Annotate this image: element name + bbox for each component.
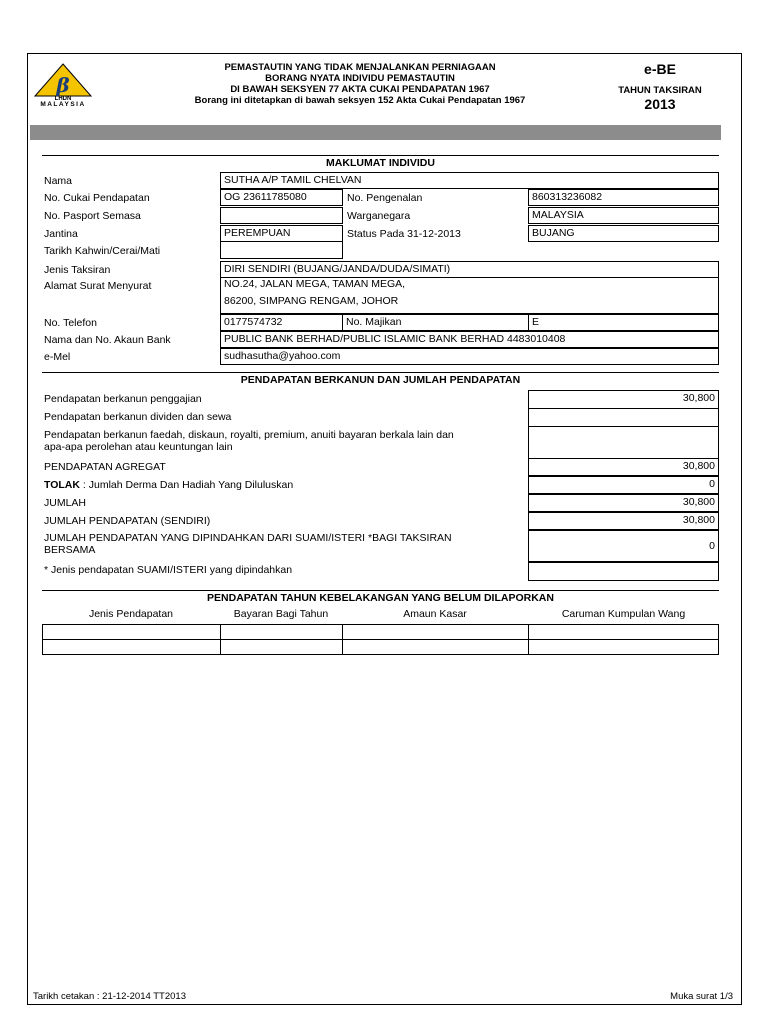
form-code: e-BE <box>644 61 676 77</box>
arrears-cell <box>342 624 529 640</box>
field-emel: sudhasutha@yahoo.com <box>220 348 719 365</box>
label-alamat: Alamat Surat Menyurat <box>44 280 152 292</box>
arrears-cell <box>220 639 343 655</box>
field-alamat-line-2: 86200, SIMPANG RENGAM, JOHOR <box>224 295 399 307</box>
income-row-label-1: Pendapatan berkanun dividen dan sewa <box>44 411 232 423</box>
logo-text-top: LHDN <box>54 96 72 102</box>
arrears-cell <box>42 639 221 655</box>
income-row-label-4 <box>44 479 293 491</box>
field-no-majikan: E <box>528 314 719 331</box>
section-title-arrears: PENDAPATAN TAHUN KEBELAKANGAN YANG BELUM DILAPORKAN <box>42 590 719 606</box>
field-jantina: PEREMPUAN <box>220 225 343 242</box>
arrears-cell <box>528 639 719 655</box>
field-no-cukai: OG 23611785080 <box>220 189 343 206</box>
income-row-label-7b: BERSAMA <box>44 544 96 556</box>
label-jantina: Jantina <box>44 228 78 240</box>
assessment-label: TAHUN TAKSIRAN <box>618 85 702 96</box>
field-no-telefon: 0177574732 <box>220 314 343 331</box>
income-row-label-5: JUMLAH <box>44 497 87 509</box>
arrears-cell <box>342 639 529 655</box>
tolak-label: TOLAK <box>44 479 80 491</box>
label-emel: e-Mel <box>44 351 71 363</box>
income-row-value-7: 0 <box>528 530 719 562</box>
arrears-col-amaun: Amaun Kasar <box>403 608 467 620</box>
section-title-individual: MAKLUMAT INDIVIDU <box>42 155 719 171</box>
label-tarikh-kahwin: Tarikh Kahwin/Cerai/Mati <box>44 245 161 257</box>
page-number: Muka surat 1/3 <box>670 991 733 1002</box>
field-no-pengenalan: 860313236082 <box>528 189 719 206</box>
income-row-label-0: Pendapatan berkanun penggajian <box>44 393 202 405</box>
header-line-3: DI BAWAH SEKSYEN 77 AKTA CUKAI PENDAPATAN 1967 <box>230 84 490 95</box>
assessment-year: 2013 <box>644 96 676 112</box>
field-jenis-taksiran: DIRI SENDIRI (BUJANG/JANDA/DUDA/SIMATI) <box>220 261 719 278</box>
label-no-pasport: No. Pasport Semasa <box>44 210 141 222</box>
header-divider-bar <box>30 125 721 140</box>
income-row-value-8 <box>528 562 719 581</box>
income-row-label-3: PENDAPATAN AGREGAT <box>44 461 166 473</box>
field-nama: SUTHA A/P TAMIL CHELVAN <box>220 172 719 189</box>
arrears-col-jenis: Jenis Pendapatan <box>88 608 174 620</box>
section-title-income: PENDAPATAN BERKANUN DAN JUMLAH PENDAPATAN <box>42 372 719 388</box>
income-row-value-6: 30,800 <box>528 512 719 530</box>
field-warganegara: MALAYSIA <box>528 207 719 224</box>
field-alamat <box>220 277 719 314</box>
field-status: BUJANG <box>528 225 719 242</box>
print-date: Tarikh cetakan : 21-12-2014 TT2013 <box>33 991 186 1002</box>
income-row-value-3: 30,800 <box>528 458 719 476</box>
label-no-cukai: No. Cukai Pendapatan <box>44 192 150 204</box>
label-no-pengenalan: No. Pengenalan <box>347 192 423 204</box>
label-no-majikan: No. Majikan <box>342 314 529 331</box>
field-bank: PUBLIC BANK BERHAD/PUBLIC ISLAMIC BANK BERHAD 4483010408 <box>220 331 719 348</box>
income-row-value-5: 30,800 <box>528 494 719 512</box>
field-no-pasport <box>220 207 343 224</box>
arrears-cell <box>220 624 343 640</box>
income-row-label-6: JUMLAH PENDAPATAN (SENDIRI) <box>44 515 211 527</box>
svg-text:β: β <box>56 73 70 97</box>
logo-text-bottom: MALAYSIA <box>40 101 86 106</box>
income-row-label-2b: apa-apa perolehan atau keuntungan lain <box>44 441 233 453</box>
lhdn-logo <box>33 62 93 106</box>
field-alamat-line-1: NO.24, JALAN MEGA, TAMAN MEGA, <box>224 278 406 290</box>
income-row-label-2: Pendapatan berkanun faedah, diskaun, royalti, premium, anuiti bayaran berkala lain dan <box>44 429 454 441</box>
header-line-2: BORANG NYATA INDIVIDU PEMASTAUTIN <box>265 73 455 84</box>
arrears-col-bayaran: Bayaran Bagi Tahun <box>233 608 329 620</box>
tolak-desc: : Jumlah Derma Dan Hadiah Yang Diluluskan <box>79 479 294 491</box>
label-bank: Nama dan No. Akaun Bank <box>44 334 171 346</box>
label-status: Status Pada 31-12-2013 <box>347 228 461 240</box>
income-row-label-8: * Jenis pendapatan SUAMI/ISTERI yang dipindahkan <box>44 564 293 576</box>
income-row-value-4: 0 <box>528 476 719 494</box>
label-warganegara: Warganegara <box>347 210 411 222</box>
label-jenis-taksiran: Jenis Taksiran <box>44 264 111 276</box>
arrears-cell <box>528 624 719 640</box>
label-nama: Nama <box>44 175 73 187</box>
arrears-col-caruman: Caruman Kumpulan Wang <box>561 608 686 620</box>
header-line-1: PEMASTAUTIN YANG TIDAK MENJALANKAN PERNIAGAAN <box>224 62 496 73</box>
income-row-value-0: 30,800 <box>528 390 719 409</box>
field-tarikh-kahwin <box>220 242 343 259</box>
income-row-label-7: JUMLAH PENDAPATAN YANG DIPINDAHKAN DARI SUAMI/ISTERI *BAGI TAKSIRAN <box>44 532 452 544</box>
income-row-value-2 <box>528 426 719 459</box>
header-line-4: Borang ini ditetapkan di bawah seksyen 152 Akta Cukai Pendapatan 1967 <box>194 95 526 106</box>
label-no-telefon: No. Telefon <box>44 317 97 329</box>
income-row-value-1 <box>528 408 719 427</box>
arrears-cell <box>42 624 221 640</box>
